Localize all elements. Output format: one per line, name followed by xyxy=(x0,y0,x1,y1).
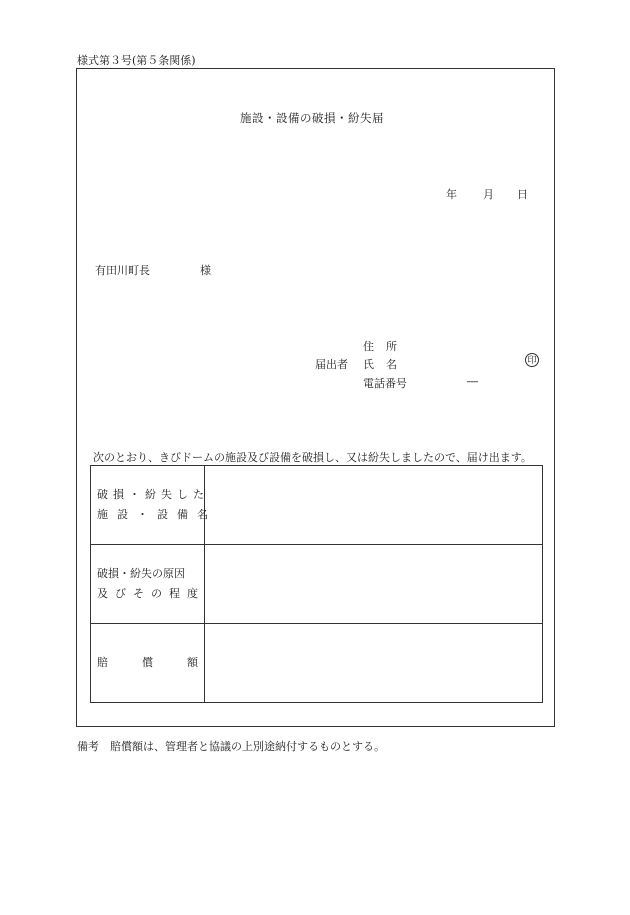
name-label: 氏名 xyxy=(363,358,409,371)
seal-icon: 印 xyxy=(525,353,539,367)
statement-text: 次のとおり、きびドームの施設及び設備を破損し、又は紛失しましたので、届け出ます。 xyxy=(93,451,532,464)
date-year-label: 年 xyxy=(446,188,457,201)
addressee-name: 有田川町長 xyxy=(95,264,150,277)
details-table xyxy=(90,465,543,703)
table-row xyxy=(91,624,543,703)
row-label-line: 施設・設備名 xyxy=(97,508,217,521)
phone-label: 電話番号 xyxy=(363,377,407,390)
date-month-label: 月 xyxy=(483,188,494,201)
document-title: 施設・設備の破損・紛失届 xyxy=(240,111,384,125)
phone-separator: ― xyxy=(467,375,478,388)
row-label-line: 破損・紛失の原因 xyxy=(97,567,185,580)
row-label-compensation xyxy=(91,624,232,703)
date-day-label: 日 xyxy=(517,188,528,201)
addressee-honorific: 様 xyxy=(200,264,211,277)
table-row xyxy=(91,545,543,624)
row-label-line: 賠償額 xyxy=(97,656,232,669)
applicant-label: 届出者 xyxy=(315,358,348,371)
table-row xyxy=(91,466,543,545)
row-label-line: 破損・紛失した xyxy=(97,488,209,501)
row-label-damaged-item xyxy=(91,466,217,545)
cause-field[interactable] xyxy=(205,545,543,624)
compensation-field[interactable] xyxy=(205,624,543,703)
remarks-text: 備考 賠償額は、管理者と協議の上別途納付するものとする。 xyxy=(77,740,385,753)
row-label-line: 及びその程度 xyxy=(97,587,205,600)
form-number: 様式第３号(第５条関係) xyxy=(77,54,196,67)
damaged-item-field[interactable] xyxy=(205,466,543,545)
address-label: 住所 xyxy=(363,340,409,353)
row-label-cause xyxy=(91,545,205,624)
